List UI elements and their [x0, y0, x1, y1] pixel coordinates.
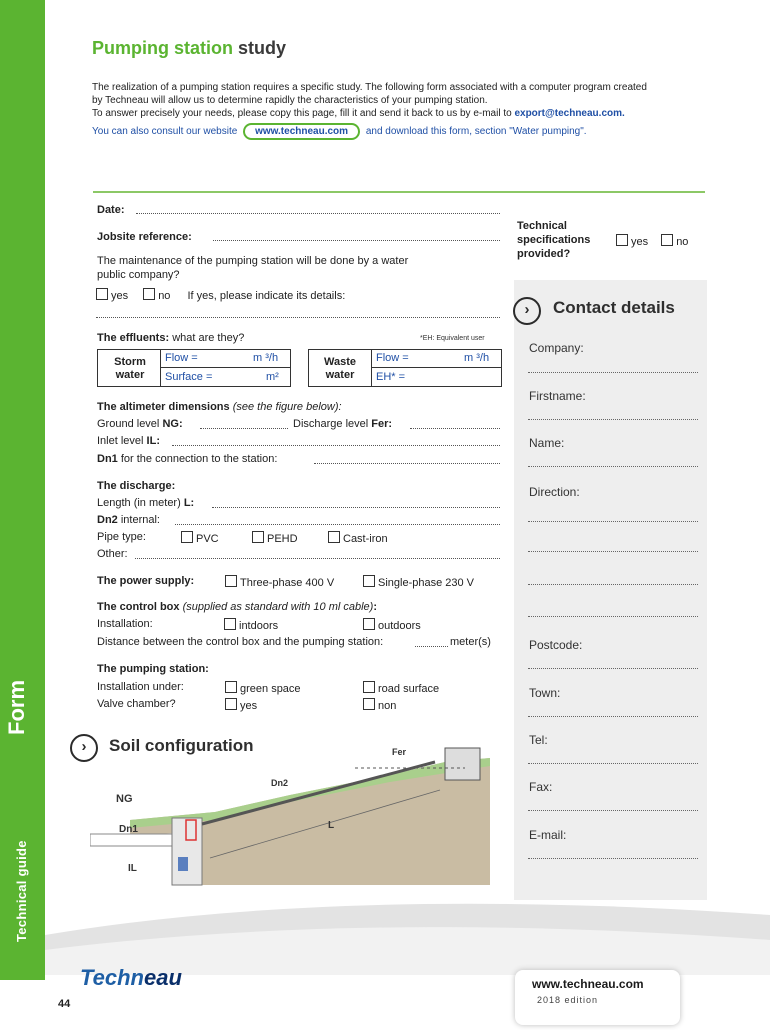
storm-surface-label: Surface =	[165, 371, 213, 383]
pipe-pehd-option: PEHD	[252, 531, 298, 545]
maintenance-no-checkbox[interactable]	[143, 288, 155, 300]
ground-level-field[interactable]	[200, 427, 288, 429]
waste-flow-label: Flow =	[376, 352, 409, 364]
indoors-checkbox[interactable]	[224, 618, 236, 630]
distance-field[interactable]	[415, 645, 448, 647]
single-phase-checkbox[interactable]	[363, 575, 375, 587]
website-link[interactable]: www.techneau.com	[243, 123, 360, 140]
diagram-label-fer: Fer	[392, 747, 407, 757]
outdoors-option: outdoors	[363, 618, 421, 632]
contact-email-field[interactable]	[528, 858, 698, 859]
valve-non-option: non	[363, 698, 396, 712]
tech-spec-options: yes no	[616, 234, 688, 248]
contact-town-label: Town:	[529, 686, 561, 700]
pipe-pvc-option: PVC	[181, 531, 219, 545]
footer-edition: 2018 edition	[537, 995, 599, 1005]
maintenance-options: yes no If yes, please indicate its details:	[96, 288, 345, 302]
power-single-phase-option: Single-phase 230 V	[363, 575, 474, 589]
contact-heading: Contact details	[553, 298, 675, 317]
pipe-cast-iron-checkbox[interactable]	[328, 531, 340, 543]
contact-postcode-field[interactable]	[528, 668, 698, 669]
pipe-pvc-checkbox[interactable]	[181, 531, 193, 543]
soil-diagram	[90, 740, 500, 890]
dn2-label: Dn2 internal:	[97, 514, 160, 526]
three-phase-checkbox[interactable]	[225, 575, 237, 587]
pumping-heading: The pumping station:	[97, 663, 209, 675]
valve-yes-option: yes	[225, 698, 257, 712]
intro-text: The realization of a pumping station requires a specific study. The following form associated with a computer program created by Techneau will allow us to determine rapidly the characteristics of your pumping station. To answer precisely your needs, please copy this page, fill it and send it back to us by e-mail to export@techneau.com. You can also consult our website www.techneau.com and download this form, section "Water pumping".	[92, 81, 712, 140]
waste-water-label: Waste water	[324, 356, 356, 381]
soil-heading: Soil configuration	[109, 736, 254, 755]
contact-tel-label: Tel:	[529, 733, 548, 747]
valve-label: Valve chamber?	[97, 698, 176, 710]
diagram-label-dn1: Dn1	[119, 824, 138, 835]
discharge-heading: The discharge:	[97, 480, 176, 492]
tech-spec-no-checkbox[interactable]	[661, 234, 673, 246]
page-title: Pumping station study	[92, 38, 287, 58]
length-label: Length (in meter) L:	[97, 497, 195, 509]
page-number: 44	[58, 998, 71, 1010]
altimeter-heading: The altimeter dimensions (see the figure below):	[97, 401, 342, 413]
footer-swoosh	[45, 895, 770, 975]
road-surface-option: road surface	[363, 681, 439, 695]
chevron-right-icon: ›	[513, 297, 541, 325]
effluents-label: The effluents: what are they?	[97, 332, 245, 344]
side-label-form: Form	[4, 680, 29, 735]
footer-url-box	[515, 970, 680, 1025]
diagram-label-ng: NG	[116, 793, 133, 805]
installation-label: Installation:	[97, 618, 153, 630]
contact-name-field[interactable]	[528, 466, 698, 467]
power-label: The power supply:	[97, 575, 195, 587]
pipe-type-label: Pipe type:	[97, 531, 146, 543]
valve-yes-checkbox[interactable]	[225, 698, 237, 710]
contact-name-label: Name:	[529, 436, 565, 450]
dn1-label: Dn1 for the connection to the station:	[97, 453, 278, 465]
contact-panel	[514, 280, 707, 900]
outdoors-checkbox[interactable]	[363, 618, 375, 630]
distance-unit: meter(s)	[450, 636, 491, 648]
storm-flow-unit: m ³/h	[253, 352, 279, 364]
green-space-checkbox[interactable]	[225, 681, 237, 693]
diagram-label-dn2: Dn2	[271, 778, 289, 788]
storm-water-label: Storm water	[114, 356, 146, 381]
contact-direction-field-2[interactable]	[528, 551, 698, 552]
length-field[interactable]	[212, 506, 500, 508]
techneau-logo: Techneau	[80, 965, 182, 990]
install-under-label: Installation under:	[97, 681, 184, 693]
side-label-technical-guide: Technical guide	[14, 840, 29, 942]
contact-direction-field-3[interactable]	[528, 584, 698, 585]
footer-website-link[interactable]: www.techneau.com	[532, 977, 644, 991]
jobsite-field[interactable]	[213, 239, 500, 241]
valve-non-checkbox[interactable]	[363, 698, 375, 710]
pipe-pehd-checkbox[interactable]	[252, 531, 264, 543]
maintenance-question: The maintenance of the pumping station will be done by a water public company?	[97, 255, 409, 281]
green-space-option: green space	[225, 681, 301, 695]
dn2-field[interactable]	[175, 523, 500, 525]
date-field[interactable]	[136, 212, 500, 214]
jobsite-label: Jobsite reference:	[97, 231, 192, 243]
contact-tel-field[interactable]	[528, 763, 698, 764]
date-label: Date:	[97, 204, 125, 216]
contact-postcode-label: Postcode:	[529, 638, 583, 652]
dn1-field[interactable]	[314, 462, 500, 464]
ground-level-label: Ground level NG:	[97, 418, 183, 430]
contact-firstname-label: Firstname:	[529, 389, 586, 403]
indoors-option: intdoors	[224, 618, 278, 632]
waste-eh-label: EH* =	[376, 371, 406, 383]
maintenance-details-field[interactable]	[96, 316, 500, 318]
maintenance-yes-checkbox[interactable]	[96, 288, 108, 300]
waste-flow-unit: m ³/h	[464, 352, 490, 364]
contact-direction-label: Direction:	[529, 485, 580, 499]
contact-email-label: E-mail:	[529, 828, 567, 842]
discharge-level-field[interactable]	[410, 427, 500, 429]
diagram-label-il: IL	[128, 863, 137, 874]
contact-town-field[interactable]	[528, 716, 698, 717]
eh-note: *EH: Equivalent user	[420, 335, 485, 342]
inlet-level-field[interactable]	[172, 444, 500, 446]
contact-fax-label: Fax:	[529, 780, 553, 794]
control-box-heading: The control box (supplied as standard with 10 ml cable):	[97, 601, 377, 613]
discharge-level-label: Discharge level Fer:	[293, 418, 393, 430]
contact-firstname-field[interactable]	[528, 419, 698, 420]
inlet-level-label: Inlet level IL:	[97, 435, 160, 447]
tech-spec-label: Technical specifications provided?	[517, 220, 591, 260]
other-field[interactable]	[135, 557, 500, 559]
storm-surface-unit: m²	[266, 371, 279, 383]
diagram-label-l: L	[328, 820, 335, 831]
contact-direction-field-4[interactable]	[528, 616, 698, 617]
email-link[interactable]: export@techneau.com.	[514, 108, 625, 119]
divider	[93, 191, 705, 193]
contact-company-field[interactable]	[528, 372, 698, 373]
chevron-right-icon: ›	[70, 734, 98, 762]
power-three-phase-option: Three-phase 400 V	[225, 575, 334, 589]
tech-spec-yes-checkbox[interactable]	[616, 234, 628, 246]
contact-direction-field-1[interactable]	[528, 521, 698, 522]
distance-label: Distance between the control box and the pumping station:	[97, 636, 384, 648]
contact-fax-field[interactable]	[528, 810, 698, 811]
storm-flow-label: Flow =	[165, 352, 198, 364]
pipe-cast-iron-option: Cast-iron	[328, 531, 388, 545]
road-surface-checkbox[interactable]	[363, 681, 375, 693]
other-label: Other:	[97, 548, 128, 560]
contact-company-label: Company:	[529, 341, 584, 355]
